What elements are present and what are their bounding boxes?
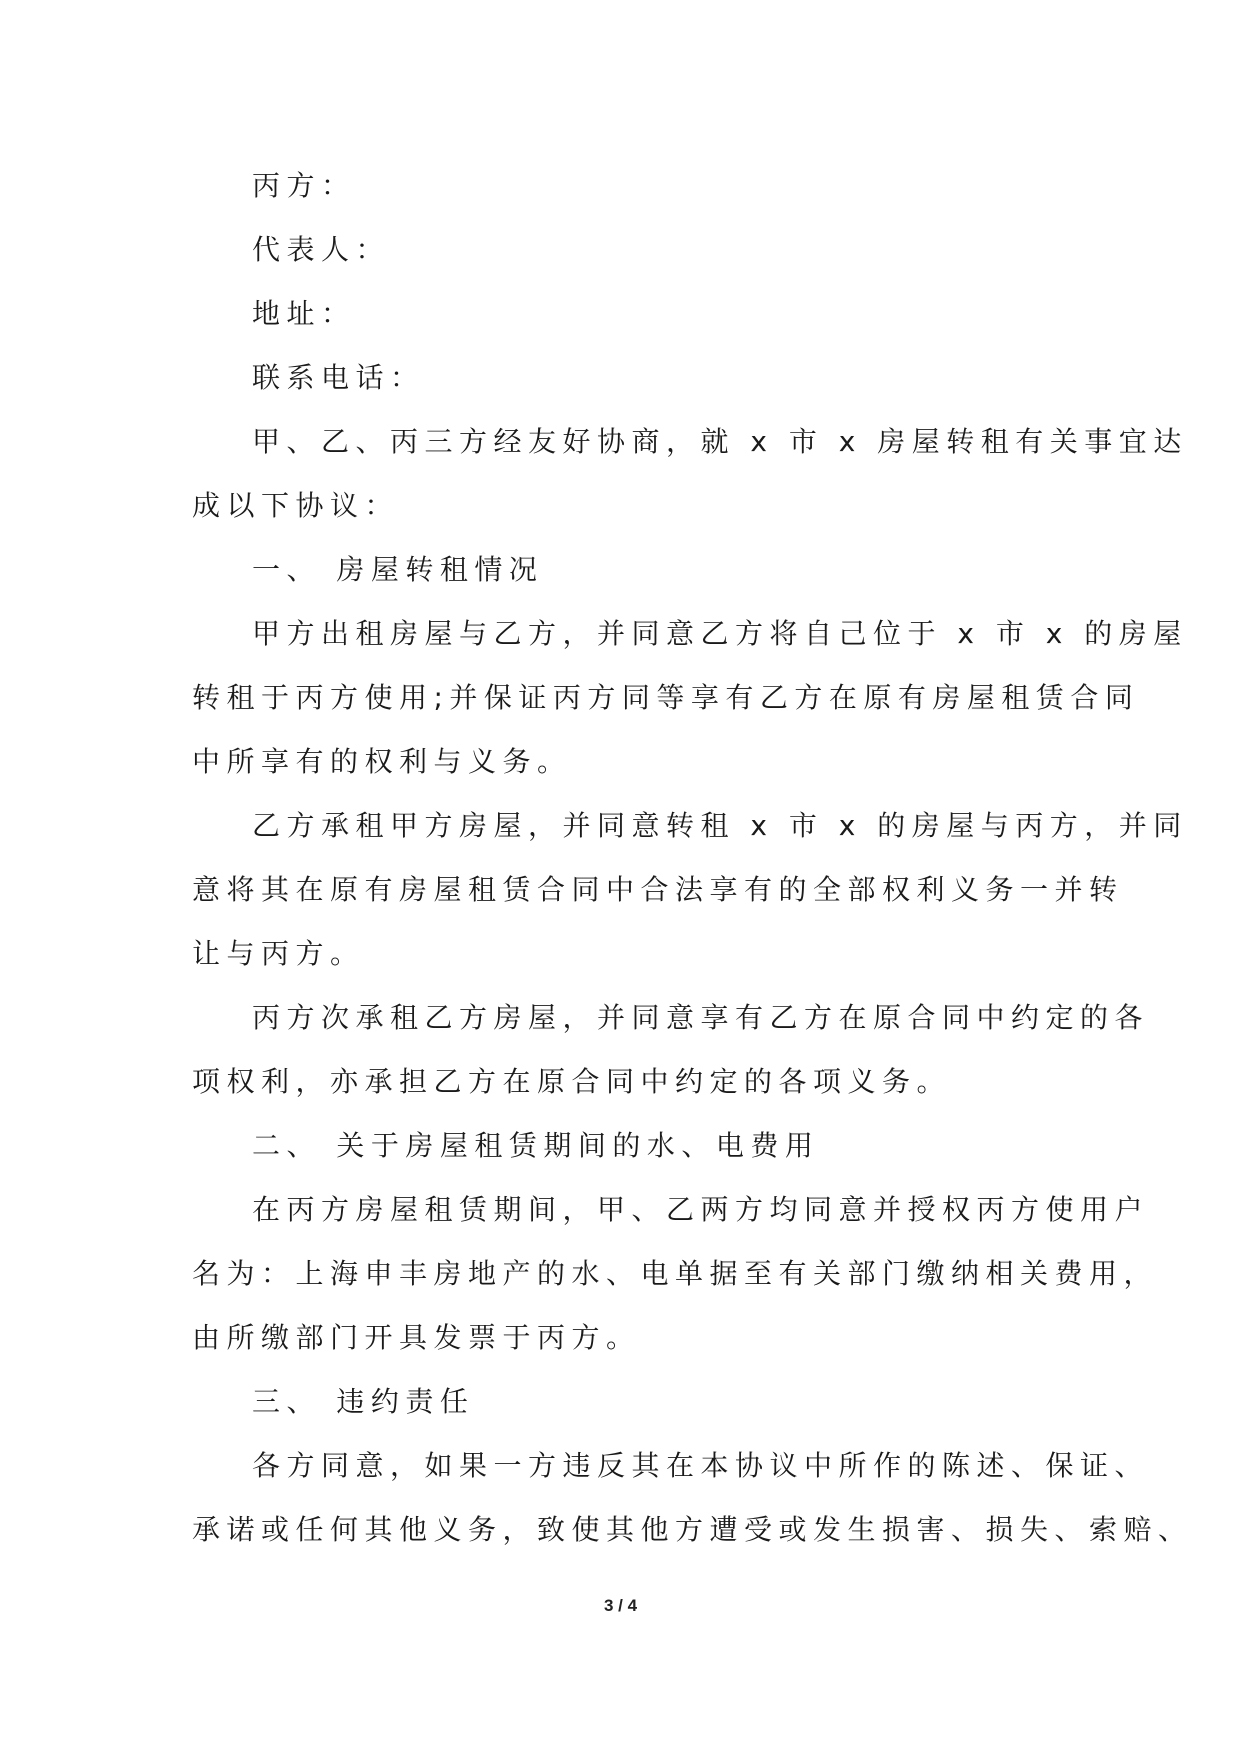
paragraph-line: 丙方次承租乙方房屋，并同意享有乙方在原合同中约定的各: [252, 1001, 1150, 1034]
intro-line-1: 甲、乙、丙三方经友好协商，就 x 市 x 房屋转租有关事宜达: [252, 425, 1188, 458]
section-2-heading: 二、 关于房屋租赁期间的水、电费用: [252, 1129, 820, 1162]
section-3-heading: 三、 违约责任: [252, 1385, 475, 1418]
paragraph-line: 项权利，亦承担乙方在原合同中约定的各项义务。: [192, 1065, 952, 1098]
paragraph-line: 名为：上海申丰房地产的水、电单据至有关部门缴纳相关费用，: [192, 1257, 1159, 1290]
intro-line-2: 成以下协议：: [192, 489, 400, 522]
paragraph-line: 乙方承租甲方房屋，并同意转租 x 市 x 的房屋与丙方，并同: [252, 809, 1188, 842]
paragraph-line: 意将其在原有房屋租赁合同中合法享有的全部权利义务一并转: [192, 873, 1124, 906]
paragraph-line: 甲方出租房屋与乙方，并同意乙方将自己位于 x 市 x 的房屋: [252, 617, 1188, 650]
party-c-label: 丙方：: [252, 169, 356, 202]
representative-label: 代表人：: [252, 233, 391, 266]
paragraph-line: 在丙方房屋租赁期间，甲、乙两方均同意并授权丙方使用户: [252, 1193, 1150, 1226]
paragraph-line: 转租于丙方使用;并保证丙方同等享有乙方在原有房屋租赁合同: [192, 681, 1140, 714]
paragraph-line: 中所享有的权利与义务。: [192, 745, 572, 778]
section-1-heading: 一、 房屋转租情况: [252, 553, 544, 586]
page-number: 3 / 4: [603, 1596, 638, 1615]
paragraph-line: 让与丙方。: [192, 937, 365, 970]
phone-label: 联系电话：: [252, 361, 425, 394]
paragraph-line: 各方同意，如果一方违反其在本协议中所作的陈述、保证、: [252, 1449, 1150, 1482]
paragraph-line: 承诺或任何其他义务，致使其他方遭受或发生损害、损失、索赔、: [192, 1513, 1193, 1546]
paragraph-line: 由所缴部门开具发票于丙方。: [192, 1321, 641, 1354]
address-label: 地址：: [252, 297, 356, 330]
